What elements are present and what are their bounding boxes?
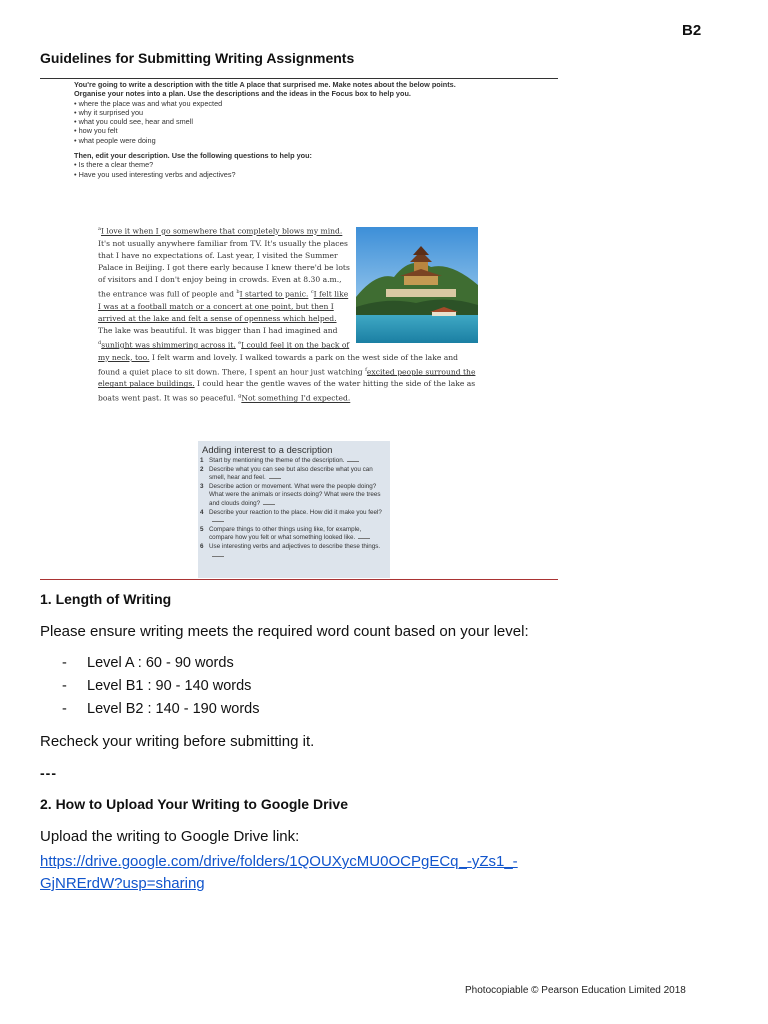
level-tag: B2 bbox=[682, 22, 702, 39]
copyright-footer: Photocopiable © Pearson Education Limited 2018 bbox=[465, 985, 686, 996]
textbook-excerpt bbox=[40, 78, 558, 580]
focus-box-heading: Adding interest to a description bbox=[202, 445, 333, 456]
task-point: • why it surprised you bbox=[74, 107, 144, 117]
level-b2-requirement: - Level B2 : 140 - 190 words bbox=[62, 701, 260, 717]
focus-item: 1 Start by mentioning the theme of the description. bbox=[200, 457, 382, 466]
task-point: • what people were doing bbox=[74, 135, 156, 145]
section-heading-length: 1. Length of Writing bbox=[40, 591, 172, 607]
task-point: • how you felt bbox=[74, 126, 118, 136]
focus-item: 4 Describe your reaction to the place. How did it make you feel? bbox=[200, 509, 382, 526]
recheck-note: Recheck your writing before submitting it. bbox=[40, 733, 315, 750]
level-b1-requirement: - Level B1 : 90 - 140 words bbox=[62, 678, 252, 694]
edit-intro: Then, edit your description. Use the following questions to help you: bbox=[74, 151, 312, 161]
model-description: $^a$I love it when I go somewhere that completely blows my mind. It's not usually anywhere familiar from TV. It's usually the places that I have no expectations of. Last year, I visited the Summer Palace in Beijing. I got there early because I knew there'd be lots of visitors and I don't enjoy being in crowds. Even at 8.30 a.m., the entrance was full of people and $^b$I started to panic. $^c$I felt like I was at a football match or a concert at one point, but then I arrived at the lake and felt a sense of openness which helped. The lake was beautiful. It was bigger than I had imagined and $^d$sunlight was shimmering across it. $^e$I could feel it on the back of my neck, too. I felt warm and lovely. I walked towards a park on the west side of the lake and found a quiet place to sit down. There, I spent an hour just watching $^f$excited people surround the elegant palace buildings. I could hear the gentle waves of the water hitting the side of the lake as boats went past. It was so peaceful. $^g$Not something I'd expected. bbox=[98, 223, 478, 405]
task-point: • what you could see, hear and smell bbox=[74, 117, 193, 127]
page-title: Guidelines for Submitting Writing Assignments bbox=[40, 50, 355, 66]
focus-item: 2 Describe what you can see but also describe what you can smell, hear and feel. bbox=[200, 465, 373, 482]
focus-item: 6 Use interesting verbs and adjectives to describe these things. bbox=[200, 543, 382, 560]
task-point: • where the place was and what you expected bbox=[74, 98, 223, 108]
edit-point: • Have you used interesting verbs and adjectives? bbox=[74, 169, 236, 179]
word-count-intro: Please ensure writing meets the required word count based on your level: bbox=[40, 623, 529, 640]
upload-intro: Upload the writing to Google Drive link: bbox=[40, 828, 300, 845]
task-intro: You're going to write a description with the title A place that surprised me. Make notes about the below points. Organise your notes into a plan. Use the descriptions and the ideas in the Focus box to help you. bbox=[74, 80, 456, 99]
focus-item: 3 Describe action or movement. What were the people doing? What were the animals or insects doing? What were the trees and clouds doing? bbox=[200, 482, 381, 507]
google-drive-link[interactable]: https://drive.google.com/drive/folders/1QOUXycMU0OCPgECq_-yZs1_- GjNRErdW?usp=sharing bbox=[40, 853, 518, 892]
task-instructions bbox=[74, 80, 474, 179]
edit-point: • Is there a clear theme? bbox=[74, 160, 154, 170]
section-heading-upload: 2. How to Upload Your Writing to Google Drive bbox=[40, 796, 349, 812]
focus-box bbox=[198, 441, 390, 578]
section-separator: --- bbox=[40, 765, 57, 781]
level-a-requirement: - Level A : 60 - 90 words bbox=[62, 655, 234, 671]
focus-item: 5 Compare things to other things using like, for example, compare how you felt or what something looked like. bbox=[200, 526, 382, 543]
summer-palace-photo bbox=[356, 227, 478, 343]
